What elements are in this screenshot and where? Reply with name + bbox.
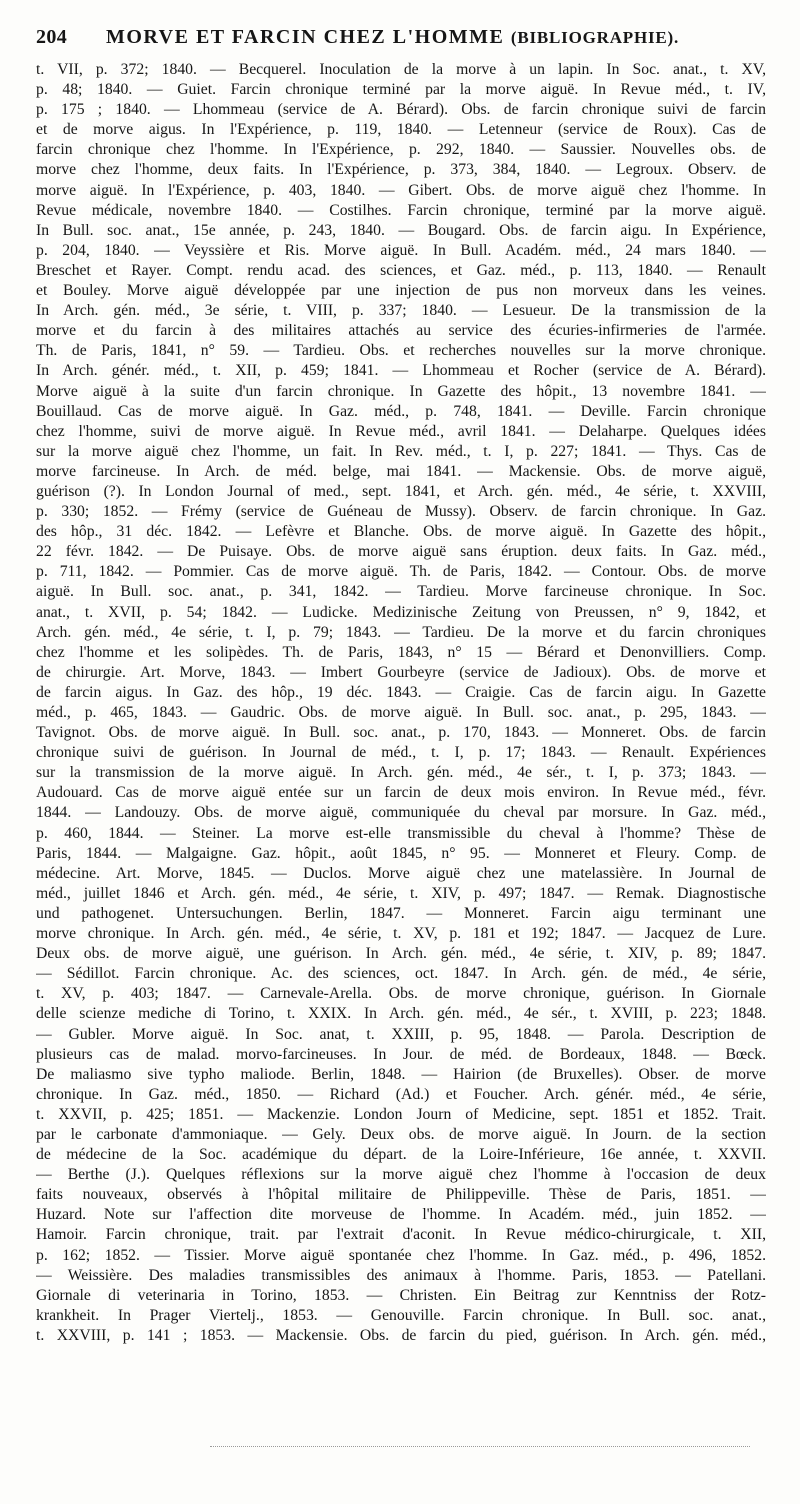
text-line: Tavignot. Obs. de morve aiguë. In Bull. soc. anat., p. 170, 1843. — Monneret. Obs. de farcin [36, 724, 766, 742]
text-line: Bouillaud. Cas de morve aiguë. In Gaz. méd., p. 748, 1841. — Deville. Farcin chronique [36, 402, 766, 420]
running-title-sub: (BIBLIOGRAPHIE). [510, 28, 680, 47]
text-line: Huzard. Note sur l'affection dite morveuse de l'homme. In Académ. méd., juin 1852. — [36, 1206, 766, 1224]
text-line: méd., juillet 1846 et Arch. gén. méd., 4e série, t. XIV, p. 497; 1847. — Remak. Diagnostische [36, 884, 766, 902]
text-line: p. 162; 1852. — Tissier. Morve aiguë spontanée chez l'homme. In Gaz. méd., p. 496, 1852. [36, 1246, 766, 1264]
text-line: médecine. Art. Morve, 1845. — Duclos. Morve aiguë chez une matelassière. In Journal de [36, 864, 766, 882]
text-line: farcin chronique chez l'homme. In l'Expérience, p. 292, 1840. — Saussier. Nouvelles obs. de [36, 141, 766, 159]
text-line: delle scienze mediche di Torino, t. XXIX. In Arch. gén. méd., 4e sér., t. XVIII, p. 223; 1848. [36, 1005, 766, 1023]
text-line: Giornale di veterinaria in Torino, 1853. — Christen. Ein Beitrag zur Kenntniss der Rotz- [36, 1286, 766, 1304]
text-line: chronique. In Gaz. méd., 1850. — Richard (Ad.) et Foucher. Arch. génér. méd., 4e série, [36, 1085, 766, 1103]
text-line: p. 460, 1844. — Steiner. La morve est-elle transmissible du cheval à l'homme? Thèse de [36, 824, 766, 842]
text-line: In Arch. génér. méd., t. XII, p. 459; 1841. — Lhommeau et Rocher (service de A. Bérard). [36, 362, 766, 380]
text-line: de médecine de la Soc. académique du départ. de la Loire-Inférieure, 16e année, t. XXVII. [36, 1146, 766, 1164]
text-line: par le carbonate d'ammoniaque. — Gely. Deux obs. de morve aiguë. In Journ. de la section [36, 1125, 766, 1143]
text-line: — Berthe (J.). Quelques réflexions sur la morve aiguë chez l'homme à l'occasion de deux [36, 1166, 766, 1184]
text-line: — Gubler. Morve aiguë. In Soc. anat, t. XXIII, p. 95, 1848. — Parola. Description de [36, 1025, 766, 1043]
text-line: chez l'homme, suivi de morve aiguë. In Revue méd., avril 1841. — Delaharpe. Quelques idées [36, 422, 766, 440]
text-line: p. 48; 1840. — Guiet. Farcin chronique terminé par la morve aiguë. In Revue méd., t. IV, [36, 81, 766, 99]
text-line: — Weissière. Des maladies transmissibles des animaux à l'homme. Paris, 1853. — Patellani. [36, 1266, 766, 1284]
text-line: p. 204, 1840. — Veyssière et Ris. Morve aiguë. In Bull. Académ. méd., 24 mars 1840. — [36, 241, 766, 259]
text-line: t. XXVIII, p. 141 ; 1853. — Mackensie. Obs. de farcin du pied, guérison. In Arch. gén. méd., [36, 1326, 766, 1344]
text-line: t. XV, p. 403; 1847. — Carnevale-Arella. Obs. de morve chronique, guérison. In Giornale [36, 985, 766, 1003]
text-line: de chirurgie. Art. Morve, 1843. — Imbert Gourbeyre (service de Jadioux). Obs. de morve et [36, 663, 766, 681]
text-line: sur la transmission de la morve aiguë. In Arch. gén. méd., 4e sér., t. I, p. 373; 1843. — [36, 764, 766, 782]
text-line: anat., t. XVII, p. 54; 1842. — Ludicke. Medizinische Zeitung von Preussen, n° 9, 1842, et [36, 603, 766, 621]
text-line: morve aiguë. In l'Expérience, p. 403, 1840. — Gibert. Obs. de morve aiguë chez l'homme. In [36, 181, 766, 199]
text-line: des hôp., 31 déc. 1842. — Lefèvre et Blanche. Obs. de morve aiguë. In Gazette des hôpit., [36, 523, 766, 541]
footer-rule [210, 1446, 750, 1448]
page-number: 204 [36, 26, 68, 48]
text-line: — Sédillot. Farcin chronique. Ac. des sciences, oct. 1847. In Arch. gén. de méd., 4e série, [36, 965, 766, 983]
text-line: Deux obs. de morve aiguë, une guérison. In Arch. gén. méd., 4e série, t. XIV, p. 89; 1847. [36, 945, 766, 963]
text-line: morve et du farcin à des militaires attachés au service des écuries-infirmeries de l'armée. [36, 322, 766, 340]
text-line: Hamoir. Farcin chronique, trait. par l'extrait d'aconit. In Revue médico-chirurgicale, t. XII, [36, 1226, 766, 1244]
text-line: plusieurs cas de malad. morvo-farcineuses. In Jour. de méd. de Bordeaux, 1848. — Bœck. [36, 1045, 766, 1063]
text-line: chez l'homme et les solipèdes. Th. de Paris, 1843, n° 15 — Bérard et Denonvilliers. Comp. [36, 643, 766, 661]
text-line: et de morve aigus. In l'Expérience, p. 119, 1840. — Letenneur (service de Roux). Cas de [36, 121, 766, 139]
text-line: De maliasmo sive typho maliode. Berlin, 1848. — Hairion (de Bruxelles). Obser. de morve [36, 1065, 766, 1083]
text-line: Audouard. Cas de morve aiguë entée sur un farcin de deux mois environ. In Revue méd., févr. [36, 784, 766, 802]
text-line: t. XXVII, p. 425; 1851. — Mackenzie. London Journ of Medicine, sept. 1851 et 1852. Trait. [36, 1105, 766, 1123]
text-line: p. 711, 1842. — Pommier. Cas de morve aiguë. Th. de Paris, 1842. — Contour. Obs. de morve [36, 563, 766, 581]
text-line: méd., p. 465, 1843. — Gaudric. Obs. de morve aiguë. In Bull. soc. anat., p. 295, 1843. — [36, 704, 766, 721]
text-line: Arch. gén. méd., 4e série, t. I, p. 79; 1843. — Tardieu. De la morve et du farcin chroniques [36, 623, 766, 641]
text-line: krankheit. In Prager Viertelj., 1853. — Genouville. Farcin chronique. In Bull. soc. anat., [36, 1306, 766, 1324]
text-line: guérison (?). In London Journal of med., sept. 1841, et Arch. gén. méd., 4e série, t. XXVIII, [36, 482, 766, 500]
text-line: aiguë. In Bull. soc. anat., p. 341, 1842. — Tardieu. Morve farcineuse chronique. In Soc. [36, 583, 766, 601]
text-line: In Bull. soc. anat., 15e année, p. 243, 1840. — Bougard. Obs. de farcin aigu. In Expérience, [36, 221, 766, 239]
text-line: morve chronique. In Arch. gén. méd., 4e série, t. XV, p. 181 et 192; 1847. — Jacquez de Lure. [36, 925, 766, 943]
text-line: morve farcineuse. In Arch. de méd. belge, mai 1841. — Mackensie. Obs. de morve aiguë, [36, 462, 766, 480]
text-line: t. VII, p. 372; 1840. — Becquerel. Inoculation de la morve à un lapin. In Soc. anat., t. XV, [36, 61, 766, 78]
text-line: p. 330; 1852. — Frémy (service de Guéneau de Mussy). Observ. de farcin chronique. In Gaz. [36, 503, 766, 521]
text-line: Revue médicale, novembre 1840. — Costilhes. Farcin chronique, terminé par la morve aiguë. [36, 201, 766, 219]
text-line: chronique suivi de guérison. In Journal de méd., t. I, p. 17; 1843. — Renault. Expériences [36, 744, 766, 762]
running-title-main: MORVE ET FARCIN CHEZ L'HOMME [106, 26, 505, 48]
text-line: faits nouveaux, observés à l'hôpital militaire de Philippeville. Thèse de Paris, 1851. — [36, 1186, 766, 1204]
text-line: 1844. — Landouzy. Obs. de morve aiguë, communiquée du cheval par morsure. In Gaz. méd., [36, 804, 766, 822]
bibliography-text [36, 60, 766, 1346]
text-line: 22 févr. 1842. — De Puisaye. Obs. de morve aiguë sans éruption. deux faits. In Gaz. méd., [36, 543, 766, 561]
text-line: de farcin aigus. In Gaz. des hôp., 19 déc. 1843. — Craigie. Cas de farcin aigu. In Gazette [36, 683, 766, 701]
running-title [106, 26, 766, 49]
text-line: sur la morve aiguë chez l'homme, un fait. In Rev. méd., t. I, p. 227; 1841. — Thys. Cas de [36, 442, 766, 460]
text-line: und pathogenet. Untersuchungen. Berlin, 1847. — Monneret. Farcin aigu terminant une [36, 904, 766, 922]
text-line: Th. de Paris, 1841, n° 59. — Tardieu. Obs. et recherches nouvelles sur la morve chronique. [36, 342, 766, 360]
text-line: In Arch. gén. méd., 3e série, t. VIII, p. 337; 1840. — Lesueur. De la transmission de la [36, 302, 766, 320]
text-line: morve chez l'homme, deux faits. In l'Expérience, p. 373, 384, 1840. — Legroux. Observ. de [36, 161, 766, 179]
text-line: Breschet et Rayer. Compt. rendu acad. des sciences, et Gaz. méd., p. 113, 1840. — Renault [36, 261, 766, 279]
text-line: Morve aiguë à la suite d'un farcin chronique. In Gazette des hôpit., 13 novembre 1841. — [36, 382, 766, 400]
text-line: et Bouley. Morve aiguë développée par une injection de pus non morveux dans les veines. [36, 282, 766, 300]
text-line: p. 175 ; 1840. — Lhommeau (service de A. Bérard). Obs. de farcin chronique suivi de farcin [36, 101, 766, 119]
running-head [36, 26, 766, 60]
text-line: Paris, 1844. — Malgaigne. Gaz. hôpit., août 1845, n° 95. — Monneret et Fleury. Comp. de [36, 844, 766, 862]
